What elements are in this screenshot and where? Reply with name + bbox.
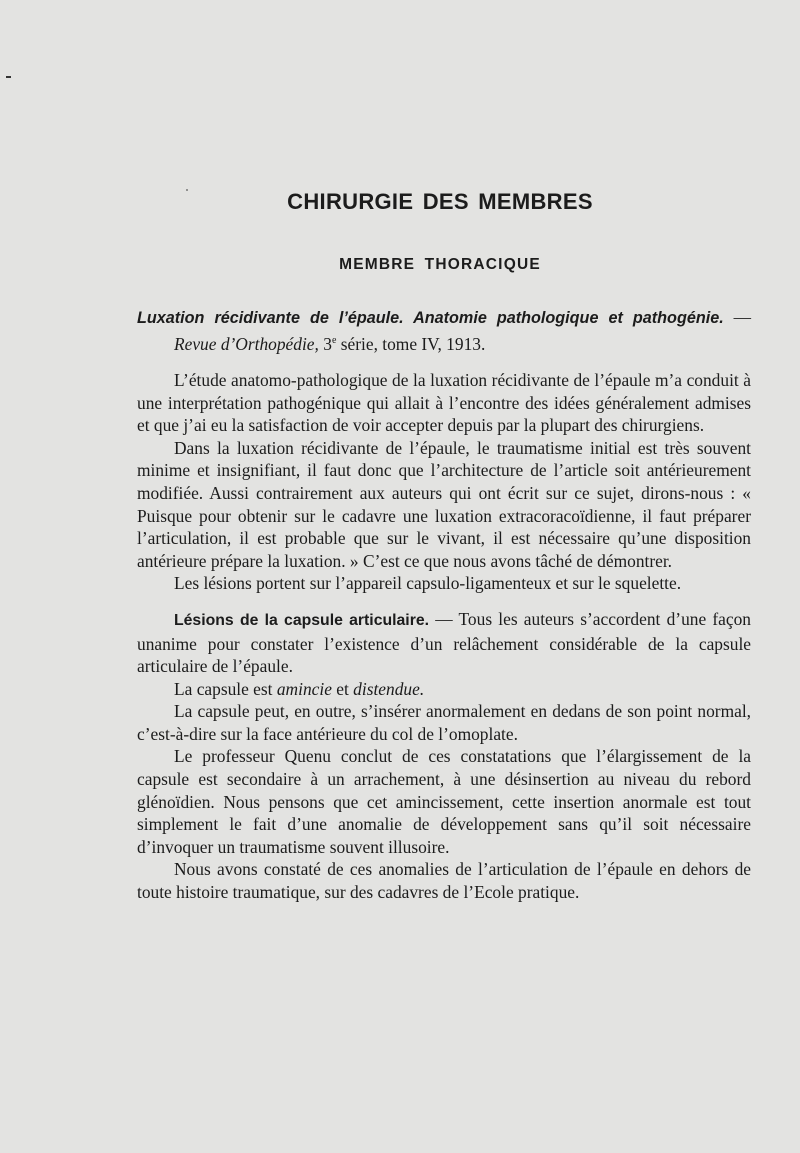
series-number: 3 xyxy=(323,333,332,354)
paragraph-2: Dans la luxation récidivante de l’épaule, le traumatisme initial est très souvent minime et insignifiant, il faut donc que l’architecture de l’article soit antérieurement modifiée. Aussi contrairement aux auteurs qui ont écrit sur ce sujet, dirons-nous : « Puisque pour obtenir sur le cadavre une luxation extracoracoïdienne, il faut préparer l’articulation, il est probable que sur le vivant, il est nécessaire qu’une disposition antérieure prépare la luxation. » C’est ce que nous avons tâché de démontrer. xyxy=(137,437,751,571)
paragraph-6: La capsule peut, en outre, s’insérer anormalement en dedans de son point normal, c’est-à-dire sur la face antérieure du col de l’omoplate. xyxy=(137,701,751,744)
subsection-heading: Lésions de la capsule articulaire. xyxy=(174,611,430,629)
article-content xyxy=(137,306,751,904)
paragraph-5 xyxy=(137,678,751,701)
article-title: Luxation récidivante de l’épaule. Anatomie pathologique et pathogénie. xyxy=(137,309,724,327)
series-superscript: e xyxy=(331,334,337,346)
page-title: CHIRURGIE DES MEMBRES xyxy=(287,189,593,214)
paragraph-5-text: La capsule est xyxy=(174,678,277,699)
heading-dash: — xyxy=(723,307,751,327)
paragraph-capsule-lesions xyxy=(137,608,751,678)
emphasis-distendue: distendue. xyxy=(353,678,425,699)
paragraph-5-conjunction: et xyxy=(331,678,354,699)
paragraph-8: Nous avons constaté de ces anomalies de l’articulation de l’épaule en dehors de toute histoire traumatique, sur des cadavres de l’Ecole pratique. xyxy=(137,859,751,903)
article-heading xyxy=(137,306,751,355)
margin-mark xyxy=(6,76,11,78)
paragraph-7: Le professeur Quenu conclut de ces constatations que l’élargissement de la capsule est secondaire à un arrachement, à une désinsertion au niveau du rebord glénoïdien. Nous pensons que cet amincissement, cette insertion anormale est tout simplement le fait d’une anomalie de développement sans qu’il soit nécessaire d’invoquer un traumatisme souvent illusoire. xyxy=(137,746,751,857)
journal-name: Revue d’Orthopédie, xyxy=(174,333,319,354)
subsection-text: — Tous les auteurs s’accordent d’une façon unanime pour constater l’existence d’un relâchement considérable de la capsule articulaire de l’épaule. xyxy=(137,608,751,677)
emphasis-amincie: amincie xyxy=(276,678,332,699)
section-title: MEMBRE THORACIQUE xyxy=(339,256,541,273)
paragraph-1: L’étude anatomo-pathologique de la luxation récidivante de l’épaule m’a conduit à une interprétation pathogénique qui allait à l’encontre des idées généralement admises et que j’ai eu la satisfaction de voir accepter depuis par la plupart des chirurgiens. xyxy=(137,369,751,436)
series-details: série, tome IV, 1913. xyxy=(336,333,486,354)
paragraph-3: Les lésions portent sur l’appareil capsulo-ligamenteux et sur le squelette. xyxy=(174,573,682,594)
